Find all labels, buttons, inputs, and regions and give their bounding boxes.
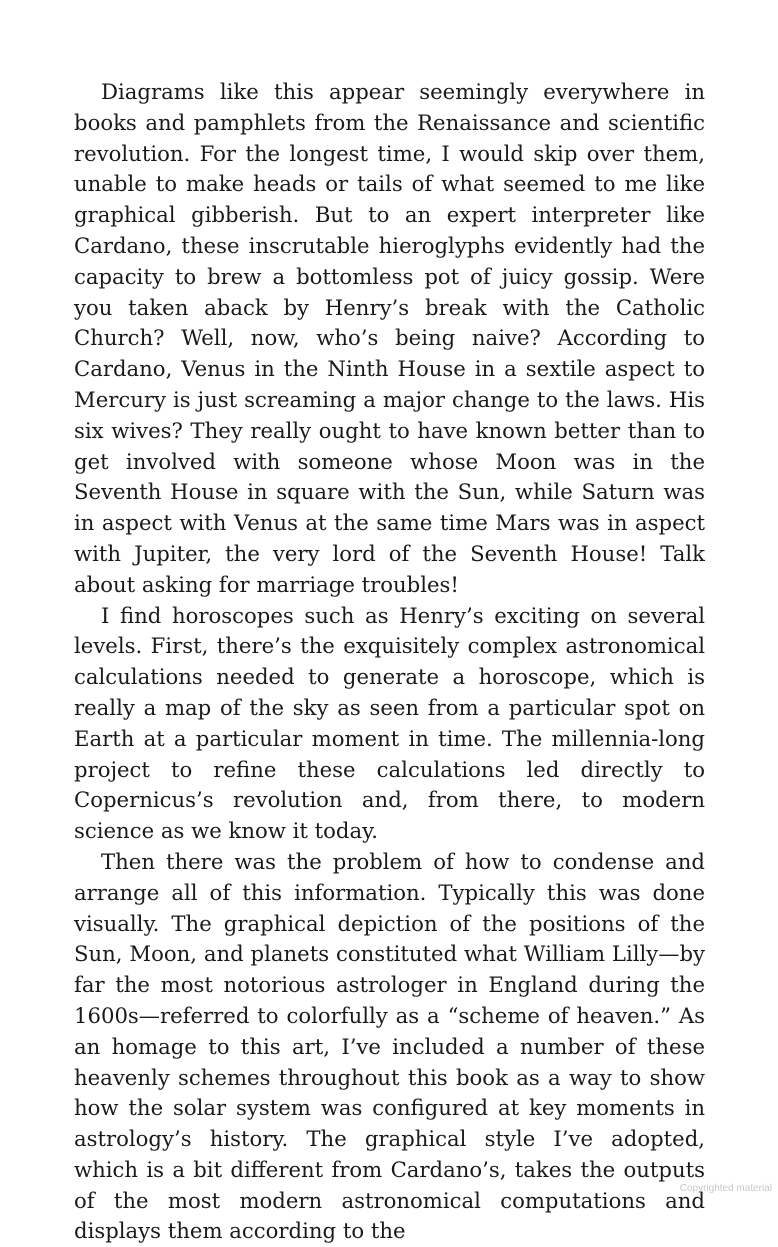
copyright-watermark: Copyrighted material: [679, 1183, 772, 1194]
paragraph-2: I find horoscopes such as Henry’s exciting on several levels. First, there’s the exquisitely complex astronomical calculations needed to generate a horoscope, which is really a map of the sky as seen from a particular spot on Earth at a particular moment in time. The millennia-long project to refine these calculations led directly to Copernicus’s revolution and, from there, to modern science as we know it today.: [74, 602, 705, 844]
paragraph-3: Then there was the problem of how to condense and arrange all of this information. Typically this was done visually. The graphical depiction of the positions of the Sun, Moon, and planets constituted what William Lilly—by far the most notorious astrologer in England during the 1600s—referred to colorfully as a “scheme of heaven.” As an homage to this art, I’ve included a number of these heavenly schemes throughout this book as a way to show how the solar system was configured at key moments in astrology’s history. The graphical style I’ve adopted, which is a bit different from Cardano’s, takes the outputs of the most modern astronomical computations and displays them according to the: [74, 848, 705, 1244]
paragraph-1: Diagrams like this appear seemingly everywhere in books and pamphlets from the Renaissance and scientific revolution. For the longest time, I would skip over them, unable to make heads or tails of what seemed to me like graphical gibberish. But to an expert interpreter like Cardano, these inscrutable hieroglyphs evidently had the capacity to brew a bottomless pot of juicy gossip. Were you taken aback by Henry’s break with the Catholic Church? Well, now, who’s being naive? According to Cardano, Venus in the Ninth House in a sextile aspect to Mercury is just screaming a major change to the laws. His six wives? They really ought to have known better than to get involved with someone whose Moon was in the Seventh House in square with the Sun, while Saturn was in aspect with Venus at the same time Mars was in aspect with Jupiter, the very lord of the Seventh House! Talk about asking for marriage troubles!: [74, 79, 705, 597]
page-body: [74, 77, 705, 1247]
